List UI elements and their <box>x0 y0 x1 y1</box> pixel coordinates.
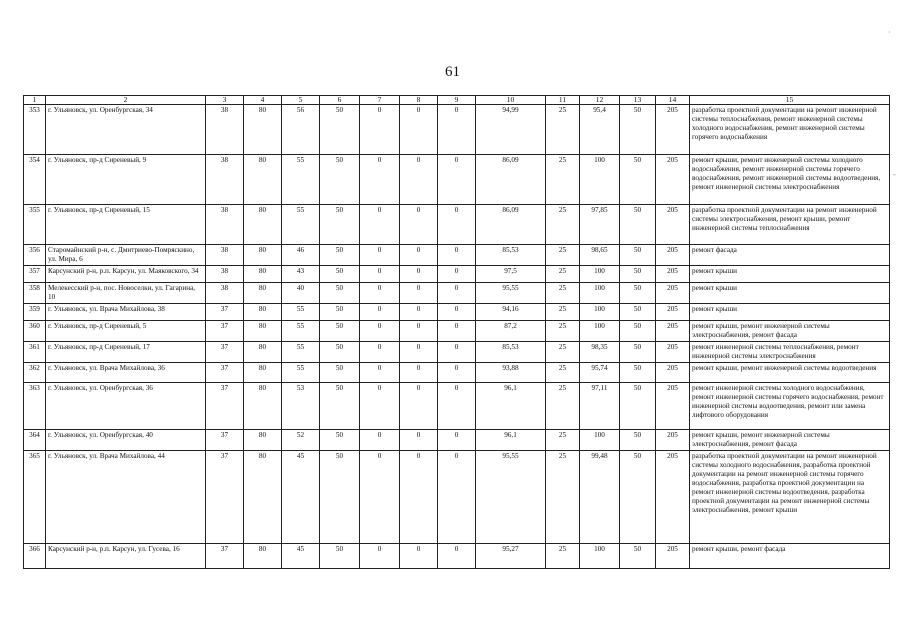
value-cell: 0 <box>360 245 400 266</box>
value-cell: 0 <box>360 430 400 451</box>
value-cell: 80 <box>244 205 282 245</box>
column-header: 15 <box>690 96 890 105</box>
works-cell: ремонт фасада <box>690 245 890 266</box>
table-row <box>24 205 890 245</box>
value-cell: 0 <box>438 342 476 363</box>
value-cell: 86,09 <box>476 155 546 205</box>
value-cell: 0 <box>360 155 400 205</box>
value-cell: 100 <box>580 266 620 283</box>
value-cell: 205 <box>656 544 690 569</box>
value-cell: 0 <box>438 155 476 205</box>
value-cell: 100 <box>580 283 620 304</box>
value-cell: 0 <box>400 245 438 266</box>
row-number-cell: 361 <box>24 342 46 363</box>
works-cell: ремонт крыши, ремонт инженерной системы водоотведения <box>690 363 890 383</box>
value-cell: 45 <box>282 544 320 569</box>
address-cell: Мелекесский р-н, пос. Новоселки, ул. Гагарина, 10 <box>46 283 206 304</box>
value-cell: 0 <box>360 283 400 304</box>
column-header: 6 <box>320 96 360 105</box>
value-cell: 95,74 <box>580 363 620 383</box>
column-header: 10 <box>476 96 546 105</box>
address-cell: г. Ульяновск, ул. Оренбургская, 40 <box>46 430 206 451</box>
value-cell: 0 <box>438 544 476 569</box>
value-cell: 205 <box>656 342 690 363</box>
value-cell: 94,99 <box>476 105 546 155</box>
works-cell: ремонт крыши <box>690 283 890 304</box>
column-header: 12 <box>580 96 620 105</box>
page-number: 61 <box>445 64 460 80</box>
value-cell: 80 <box>244 321 282 342</box>
address-cell: г. Ульяновск, ул. Врача Михайлова, 38 <box>46 304 206 321</box>
value-cell: 85,53 <box>476 342 546 363</box>
value-cell: 50 <box>620 304 656 321</box>
value-cell: 0 <box>438 245 476 266</box>
value-cell: 0 <box>400 283 438 304</box>
value-cell: 50 <box>320 321 360 342</box>
works-cell: ремонт крыши <box>690 266 890 283</box>
value-cell: 50 <box>620 155 656 205</box>
value-cell: 97,85 <box>580 205 620 245</box>
value-cell: 50 <box>320 105 360 155</box>
value-cell: 50 <box>320 304 360 321</box>
margin-mark: · <box>888 28 891 37</box>
column-header: 3 <box>206 96 244 105</box>
value-cell: 38 <box>206 283 244 304</box>
value-cell: 50 <box>620 105 656 155</box>
value-cell: 80 <box>244 283 282 304</box>
value-cell: 25 <box>546 383 580 430</box>
value-cell: 205 <box>656 245 690 266</box>
value-cell: 95,55 <box>476 451 546 544</box>
value-cell: 80 <box>244 451 282 544</box>
value-cell: 0 <box>400 205 438 245</box>
value-cell: 37 <box>206 342 244 363</box>
value-cell: 50 <box>320 283 360 304</box>
works-cell: ремонт крыши, ремонт инженерной системы электроснабжения, ремонт фасада <box>690 321 890 342</box>
value-cell: 80 <box>244 155 282 205</box>
address-cell: Старомайнский р-н, с. Дмитриево-Помряскино, ул. Мира, 6 <box>46 245 206 266</box>
value-cell: 0 <box>360 451 400 544</box>
value-cell: 25 <box>546 245 580 266</box>
column-header: 4 <box>244 96 282 105</box>
value-cell: 50 <box>620 451 656 544</box>
value-cell: 0 <box>438 451 476 544</box>
column-header: 1 <box>24 96 46 105</box>
table-row <box>24 430 890 451</box>
value-cell: 50 <box>620 430 656 451</box>
value-cell: 0 <box>360 105 400 155</box>
value-cell: 55 <box>282 304 320 321</box>
address-cell: г. Ульяновск, пр-д Сиреневый, 17 <box>46 342 206 363</box>
value-cell: 50 <box>320 383 360 430</box>
value-cell: 55 <box>282 342 320 363</box>
value-cell: 205 <box>656 430 690 451</box>
value-cell: 25 <box>546 321 580 342</box>
header-row <box>24 96 890 105</box>
register-table <box>23 95 890 569</box>
value-cell: 205 <box>656 383 690 430</box>
row-number-cell: 364 <box>24 430 46 451</box>
value-cell: 0 <box>438 383 476 430</box>
value-cell: 95,55 <box>476 283 546 304</box>
value-cell: 85,53 <box>476 245 546 266</box>
works-cell: ремонт инженерной системы теплоснабжения, ремонт инженерной системы электроснабжения <box>690 342 890 363</box>
column-header: 9 <box>438 96 476 105</box>
address-cell: г. Ульяновск, пр-д Сиреневый, 5 <box>46 321 206 342</box>
value-cell: 55 <box>282 155 320 205</box>
value-cell: 37 <box>206 363 244 383</box>
value-cell: 0 <box>438 105 476 155</box>
column-header: 14 <box>656 96 690 105</box>
value-cell: 0 <box>400 321 438 342</box>
row-number-cell: 363 <box>24 383 46 430</box>
value-cell: 25 <box>546 544 580 569</box>
row-number-cell: 355 <box>24 205 46 245</box>
value-cell: 53 <box>282 383 320 430</box>
value-cell: 25 <box>546 205 580 245</box>
address-cell: Карсунский р-н, р.п. Карсун, ул. Маяковского, 34 <box>46 266 206 283</box>
value-cell: 0 <box>360 321 400 342</box>
value-cell: 37 <box>206 451 244 544</box>
value-cell: 50 <box>320 544 360 569</box>
value-cell: 100 <box>580 321 620 342</box>
value-cell: 0 <box>360 266 400 283</box>
value-cell: 0 <box>438 266 476 283</box>
value-cell: 0 <box>400 451 438 544</box>
value-cell: 25 <box>546 266 580 283</box>
value-cell: 0 <box>400 430 438 451</box>
value-cell: 0 <box>360 342 400 363</box>
value-cell: 50 <box>620 363 656 383</box>
row-number-cell: 353 <box>24 105 46 155</box>
table-row <box>24 245 890 266</box>
value-cell: 50 <box>620 283 656 304</box>
value-cell: 100 <box>580 544 620 569</box>
value-cell: 0 <box>438 321 476 342</box>
value-cell: 43 <box>282 266 320 283</box>
row-number-cell: 365 <box>24 451 46 544</box>
value-cell: 37 <box>206 544 244 569</box>
value-cell: 50 <box>320 430 360 451</box>
value-cell: 50 <box>620 383 656 430</box>
value-cell: 80 <box>244 245 282 266</box>
row-number-cell: 358 <box>24 283 46 304</box>
row-number-cell: 360 <box>24 321 46 342</box>
value-cell: 205 <box>656 266 690 283</box>
table-row <box>24 451 890 544</box>
table-row <box>24 266 890 283</box>
value-cell: 38 <box>206 266 244 283</box>
table-row <box>24 544 890 569</box>
works-cell: ремонт крыши, ремонт инженерной системы холодного водоснабжения, ремонт инженерной системы горячего водоснабжения, ремонт инженерной системы водоотведения, ремонт инженерной системы электроснабжения <box>690 155 890 205</box>
address-cell: г. Ульяновск, ул. Врача Михайлова, 44 <box>46 451 206 544</box>
value-cell: 50 <box>320 266 360 283</box>
value-cell: 205 <box>656 205 690 245</box>
address-cell: г. Ульяновск, ул. Оренбургская, 36 <box>46 383 206 430</box>
value-cell: 80 <box>244 383 282 430</box>
address-cell: г. Ульяновск, ул. Оренбургская, 34 <box>46 105 206 155</box>
value-cell: 0 <box>400 363 438 383</box>
value-cell: 205 <box>656 283 690 304</box>
value-cell: 80 <box>244 304 282 321</box>
value-cell: 50 <box>620 245 656 266</box>
works-cell: разработка проектной документации на ремонт инженерной системы холодного водоснабжения, разработка проектной документации на ремонт инженерной системы горячего водоснабжения, разработка проектной документации на ремонт инженерной системы водоотведения, разработка проектной документации на ремонт инженерной системы электроснабжения, ремонт крыши <box>690 451 890 544</box>
row-number-cell: 366 <box>24 544 46 569</box>
value-cell: 25 <box>546 451 580 544</box>
value-cell: 0 <box>438 363 476 383</box>
value-cell: 0 <box>400 383 438 430</box>
value-cell: 0 <box>360 205 400 245</box>
works-cell: ремонт инженерной системы холодного водоснабжения, ремонт инженерной системы горячего водоснабжения, ремонт инженерной системы водоотведения, ремонт или замена лифтового оборудования <box>690 383 890 430</box>
value-cell: 98,65 <box>580 245 620 266</box>
value-cell: 80 <box>244 342 282 363</box>
margin-mark: - <box>893 170 896 179</box>
value-cell: 52 <box>282 430 320 451</box>
value-cell: 50 <box>620 205 656 245</box>
row-number-cell: 357 <box>24 266 46 283</box>
value-cell: 37 <box>206 321 244 342</box>
value-cell: 205 <box>656 155 690 205</box>
column-header: 7 <box>360 96 400 105</box>
table-body <box>24 96 890 569</box>
value-cell: 56 <box>282 105 320 155</box>
value-cell: 25 <box>546 155 580 205</box>
table-row <box>24 363 890 383</box>
value-cell: 0 <box>438 430 476 451</box>
address-cell: г. Ульяновск, пр-д Сиреневый, 9 <box>46 155 206 205</box>
value-cell: 99,48 <box>580 451 620 544</box>
table-row <box>24 283 890 304</box>
value-cell: 55 <box>282 321 320 342</box>
value-cell: 100 <box>580 430 620 451</box>
row-number-cell: 356 <box>24 245 46 266</box>
works-cell: разработка проектной документации на ремонт инженерной системы теплоснабжения, ремонт инженерной системы холодного водоснабжения, ремонт инженерной системы горячего водоснабжения <box>690 105 890 155</box>
value-cell: 50 <box>320 363 360 383</box>
table-row <box>24 342 890 363</box>
value-cell: 37 <box>206 430 244 451</box>
value-cell: 38 <box>206 155 244 205</box>
value-cell: 93,88 <box>476 363 546 383</box>
value-cell: 55 <box>282 205 320 245</box>
value-cell: 25 <box>546 363 580 383</box>
value-cell: 50 <box>320 155 360 205</box>
row-number-cell: 359 <box>24 304 46 321</box>
value-cell: 45 <box>282 451 320 544</box>
value-cell: 0 <box>400 342 438 363</box>
value-cell: 25 <box>546 430 580 451</box>
value-cell: 25 <box>546 105 580 155</box>
value-cell: 50 <box>620 321 656 342</box>
value-cell: 205 <box>656 363 690 383</box>
value-cell: 0 <box>360 363 400 383</box>
value-cell: 50 <box>320 342 360 363</box>
value-cell: 50 <box>320 451 360 544</box>
value-cell: 50 <box>620 544 656 569</box>
value-cell: 96,1 <box>476 383 546 430</box>
value-cell: 38 <box>206 245 244 266</box>
value-cell: 80 <box>244 266 282 283</box>
value-cell: 80 <box>244 544 282 569</box>
works-cell: разработка проектной документации на ремонт инженерной системы электроснабжения, ремонт крыши, ремонт инженерной системы теплоснабжения <box>690 205 890 245</box>
value-cell: 50 <box>320 245 360 266</box>
works-cell: ремонт крыши, ремонт фасада <box>690 544 890 569</box>
value-cell: 37 <box>206 304 244 321</box>
value-cell: 96,1 <box>476 430 546 451</box>
value-cell: 37 <box>206 383 244 430</box>
value-cell: 25 <box>546 342 580 363</box>
value-cell: 50 <box>320 205 360 245</box>
value-cell: 205 <box>656 321 690 342</box>
value-cell: 25 <box>546 304 580 321</box>
table-row <box>24 321 890 342</box>
address-cell: г. Ульяновск, пр-д Сиреневый, 15 <box>46 205 206 245</box>
works-cell: ремонт крыши <box>690 304 890 321</box>
value-cell: 0 <box>400 266 438 283</box>
value-cell: 98,35 <box>580 342 620 363</box>
value-cell: 97,11 <box>580 383 620 430</box>
value-cell: 94,16 <box>476 304 546 321</box>
value-cell: 46 <box>282 245 320 266</box>
value-cell: 87,2 <box>476 321 546 342</box>
table-row <box>24 155 890 205</box>
value-cell: 0 <box>438 283 476 304</box>
value-cell: 0 <box>360 304 400 321</box>
value-cell: 25 <box>546 283 580 304</box>
value-cell: 0 <box>360 383 400 430</box>
value-cell: 0 <box>438 304 476 321</box>
value-cell: 50 <box>620 266 656 283</box>
value-cell: 0 <box>400 304 438 321</box>
value-cell: 50 <box>620 342 656 363</box>
value-cell: 80 <box>244 363 282 383</box>
column-header: 2 <box>46 96 206 105</box>
column-header: 11 <box>546 96 580 105</box>
table-row <box>24 383 890 430</box>
value-cell: 80 <box>244 430 282 451</box>
value-cell: 0 <box>360 544 400 569</box>
column-header: 13 <box>620 96 656 105</box>
value-cell: 205 <box>656 105 690 155</box>
value-cell: 97,5 <box>476 266 546 283</box>
value-cell: 205 <box>656 451 690 544</box>
value-cell: 40 <box>282 283 320 304</box>
table-row <box>24 105 890 155</box>
value-cell: 55 <box>282 363 320 383</box>
value-cell: 100 <box>580 155 620 205</box>
value-cell: 86,09 <box>476 205 546 245</box>
value-cell: 0 <box>438 205 476 245</box>
address-cell: г. Ульяновск, ул. Врача Михайлова, 36 <box>46 363 206 383</box>
table-row <box>24 304 890 321</box>
column-header: 5 <box>282 96 320 105</box>
works-cell: ремонт крыши, ремонт инженерной системы электроснабжения, ремонт фасада <box>690 430 890 451</box>
value-cell: 0 <box>400 105 438 155</box>
value-cell: 38 <box>206 105 244 155</box>
row-number-cell: 354 <box>24 155 46 205</box>
value-cell: 38 <box>206 205 244 245</box>
column-header: 8 <box>400 96 438 105</box>
value-cell: 0 <box>400 155 438 205</box>
value-cell: 95,27 <box>476 544 546 569</box>
value-cell: 100 <box>580 304 620 321</box>
value-cell: 80 <box>244 105 282 155</box>
row-number-cell: 362 <box>24 363 46 383</box>
value-cell: 95,4 <box>580 105 620 155</box>
value-cell: 205 <box>656 304 690 321</box>
value-cell: 0 <box>400 544 438 569</box>
address-cell: Карсунский р-н, р.п. Карсун, ул. Гусева, 16 <box>46 544 206 569</box>
